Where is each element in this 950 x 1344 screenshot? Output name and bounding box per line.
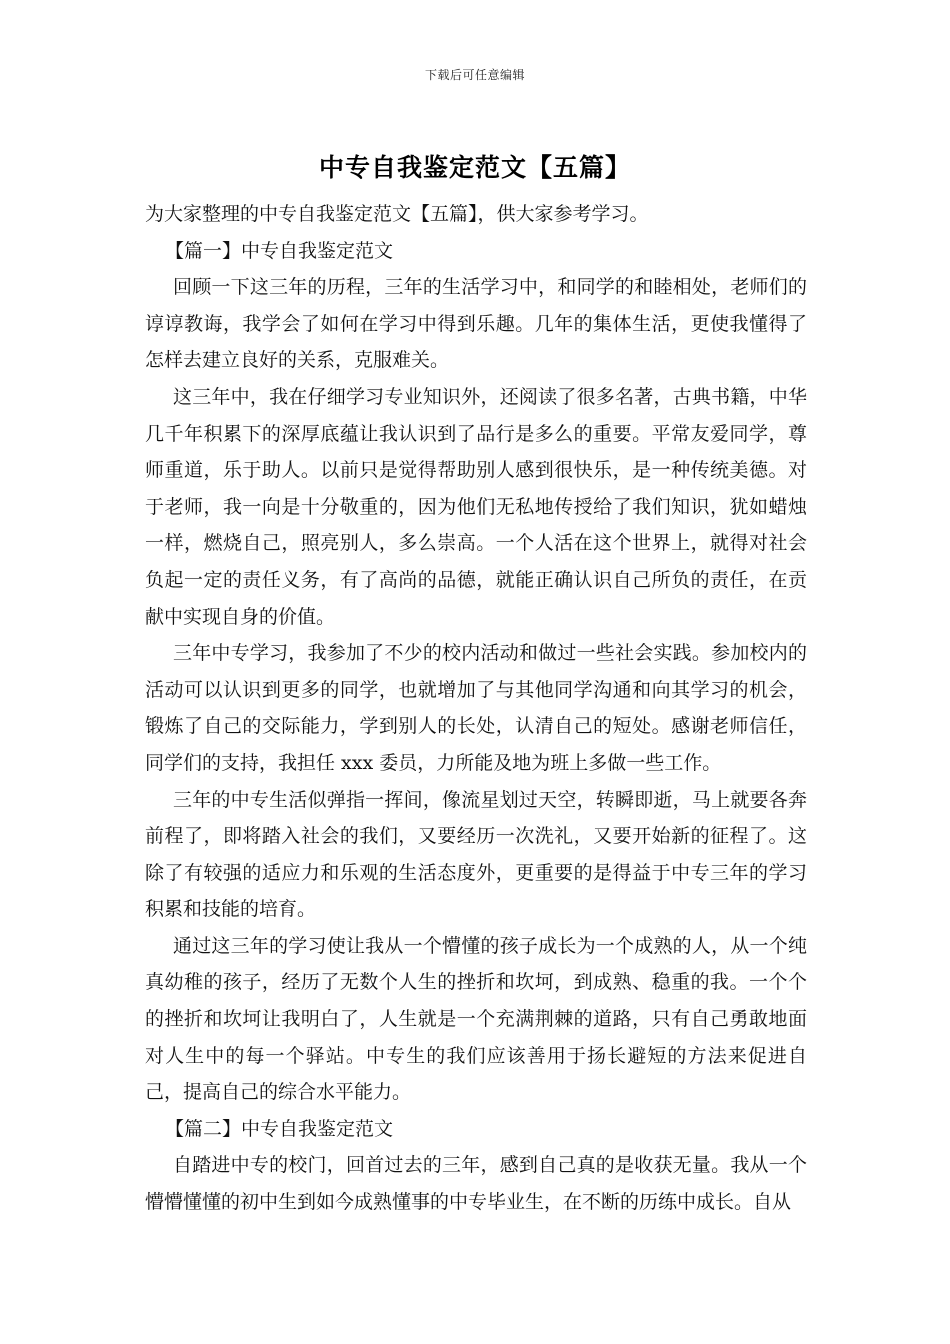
body-paragraph: 自踏进中专的校门，回首过去的三年，感到自己真的是收获无量。我从一个懵懵懂懂的初中生到如今成熟懂事的中专毕业生，在不断的历练中成长。自从 (145, 1154, 807, 1214)
intro-paragraph: 为大家整理的中专自我鉴定范文【五篇】，供大家参考学习。 (145, 203, 649, 225)
section-heading-1: 【篇一】中专自我鉴定范文 (165, 239, 394, 262)
document-body (145, 196, 807, 1221)
body-paragraph: 通过这三年的学习使让我从一个懵懂的孩子成长为一个成熟的人，从一个纯真幼稚的孩子，经历了无数个人生的挫折和坎坷，到成熟、稳重的我。一个个的挫折和坎坷让我明白了，人生就是一个充满荆棘的道路，只有自己勇敢地面对人生中的每一个驿站。中专生的我们应该善用于扬长避短的方法来促进自己，提高自己的综合水平能力。 (145, 934, 807, 1104)
body-paragraph: 三年中专学习，我参加了不少的校内活动和做过一些社会实践。参加校内的活动可以认识到更多的同学，也就增加了与其他同学沟通和向其学习的机会，锻炼了自己的交际能力，学到别人的长处，认清自己的短处。感谢老师信任，同学们的支持，我担任 xxx 委员，力所能及地为班上多做一些工作。 (145, 642, 807, 774)
document-title: 中专自我鉴定范文【五篇】 (318, 153, 631, 182)
body-paragraph: 三年的中专生活似弹指一挥间，像流星划过天空，转瞬即逝，马上就要各奔前程了，即将踏入社会的我们，又要经历一次洗礼，又要开始新的征程了。这除了有较强的适应力和乐观的生活态度外，更重要的是得益于中专三年的学习积累和技能的培育。 (145, 788, 807, 921)
section-heading-2: 【篇二】中专自我鉴定范文 (165, 1117, 394, 1140)
body-paragraph: 这三年中，我在仔细学习专业知识外，还阅读了很多名著，古典书籍，中华几千年积累下的深厚底蕴让我认识到了品行是多么的重要。平常友爱同学，尊师重道，乐于助人。以前只是觉得帮助别人感到很快乐，是一种传统美德。对于老师，我一向是十分敬重的，因为他们无私地传授给了我们知识，犹如蜡烛一样，燃烧自己，照亮别人，多么崇高。一个人活在这个世界上，就得对社会负起一定的责任义务，有了高尚的品德，就能正确认识自己所负的责任，在贡献中实现自身的价值。 (145, 385, 807, 628)
body-paragraph: 回顾一下这三年的历程，三年的生活学习中，和同学的和睦相处，老师们的谆谆教诲，我学会了如何在学习中得到乐趣。几年的集体生活，更使我懂得了怎样去建立良好的关系，克服难关。 (145, 276, 807, 372)
header-note: 下载后可任意编辑 (424, 68, 525, 82)
